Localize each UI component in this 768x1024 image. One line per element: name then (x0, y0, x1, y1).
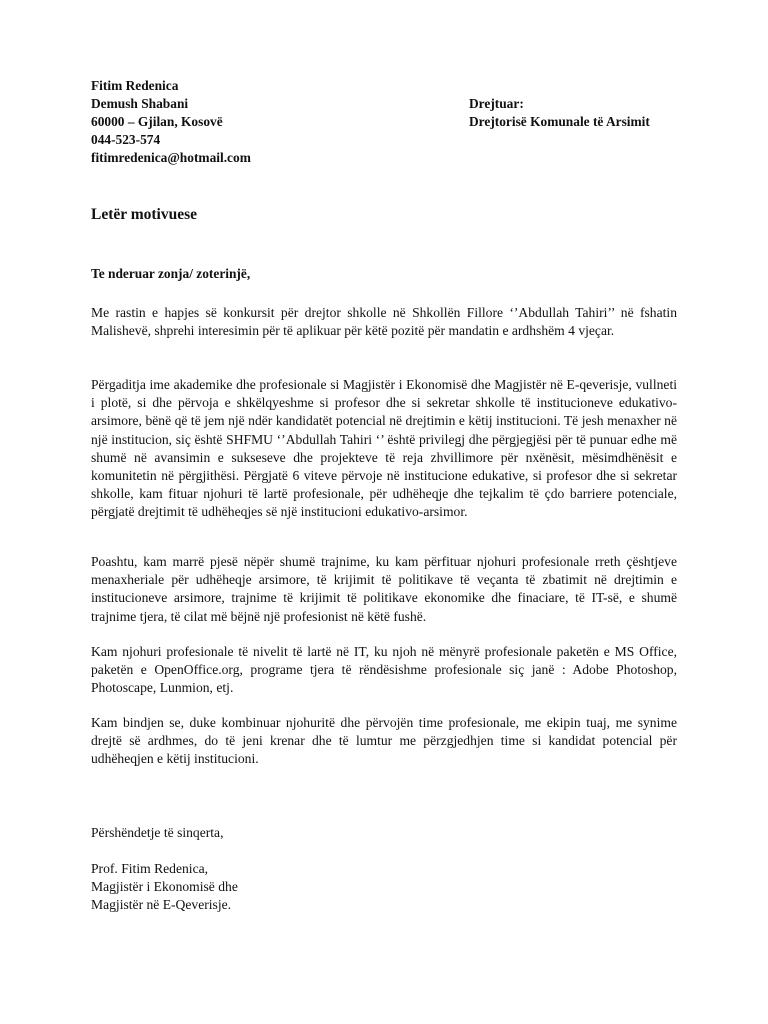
letter-title: Letër motivuese (91, 206, 198, 223)
sender-email: fitimredenica@hotmail.com (91, 150, 251, 165)
letter-closing: Përshëndetje të sinqerta, (91, 825, 224, 840)
body-paragraph-2: Përgaditja ime akademike dhe profesionale si Magjistër i Ekonomisë dhe Magjistër në E-qeverisje, vullneti i plotë, si dhe përvoja e shkëlqyeshme si profesor dhe si sekretar shkolle të institucioneve edukativo-arsimore, bënë që të jem një ndër kandidatët potencial në drejtimin e këtij institucioni. Të jesh menaxher në një institucion, siç është SHFMU ‘’Abdullah Tahiri ‘’ është privilegj dhe përgjegjësi për të punuar edhe më shumë në avansimin e sukseseve dhe projekteve të reja zhvillimore për nxënësit, mësimdhënësit e komunitetin në përgjithësi. Përgjatë 6 viteve përvoje në institucione edukative, si profesor dhe si sekretar shkolle, kam fituar njohuri të lartë profesionale, për udhëheqje dhe tejkalim të çdo barriere potenciale, përgjatë drejtimit të udhëheqjes së një institucioni edukativo-arsimor. (91, 377, 677, 520)
signature-degree-2: Magjistër në E-Qeverisje. (91, 897, 232, 912)
signature-degree-1: Magjistër i Ekonomisë dhe (91, 879, 238, 894)
sender-address-block (91, 77, 251, 167)
recipient-label: Drejtuar: (469, 96, 524, 111)
letter-greeting: Te nderuar zonja/ zoterinjë, (91, 266, 251, 281)
signature-name: Prof. Fitim Redenica, (91, 861, 209, 876)
body-paragraph-4: Kam njohuri profesionale të nivelit të lartë në IT, ku njoh në mënyrë profesionale paketën e MS Office, paketën e OpenOffice.org, programe tjera të rëndësishme profesionale siç janë : Adobe Photoshop, Photoscape, Lunmion, etj. (91, 644, 677, 696)
recipient-block (469, 95, 650, 131)
sender-phone: 044-523-574 (91, 132, 161, 147)
body-paragraph-5: Kam bindjen se, duke kombinuar njohuritë dhe përvojën time profesionale, me ekipin tuaj, me synime drejtë së ardhmes, do të jeni krenar dhe të lumtur me përzgjedhjen time si kandidat potencial për udhëheqjen e këtij institucioni. (91, 715, 677, 767)
body-paragraph-1: Me rastin e hapjes së konkursit për drejtor shkolle në Shkollën Fillore ‘’Abdullah Tahiri’’ në fshatin Malishevë, shprehi interesimin për të aplikuar për këtë pozitë për mandatin e ardhshëm 4 vjeçar. (91, 305, 677, 339)
sender-city: 60000 – Gjilan, Kosovë (91, 114, 223, 129)
recipient-organization: Drejtorisë Komunale të Arsimit (469, 114, 650, 129)
signature-block (91, 860, 238, 914)
sender-name: Fitim Redenica (91, 78, 179, 93)
body-paragraph-3: Poashtu, kam marrë pjesë nëpër shumë trajnime, ku kam përfituar njohuri profesionale rreth çështjeve menaxheriale për udhëheqje arsimore, të krijimit të politikave të veçanta të zbatimit në drejtimin e institucioneve arsimore, trajnime të krijimit të politikave ekonomike dhe finaciare, të IT-së, e shumë trajnime tjera, të cilat më bëjnë një profesionist në këtë fushë. (91, 554, 677, 624)
sender-street: Demush Shabani (91, 96, 189, 111)
